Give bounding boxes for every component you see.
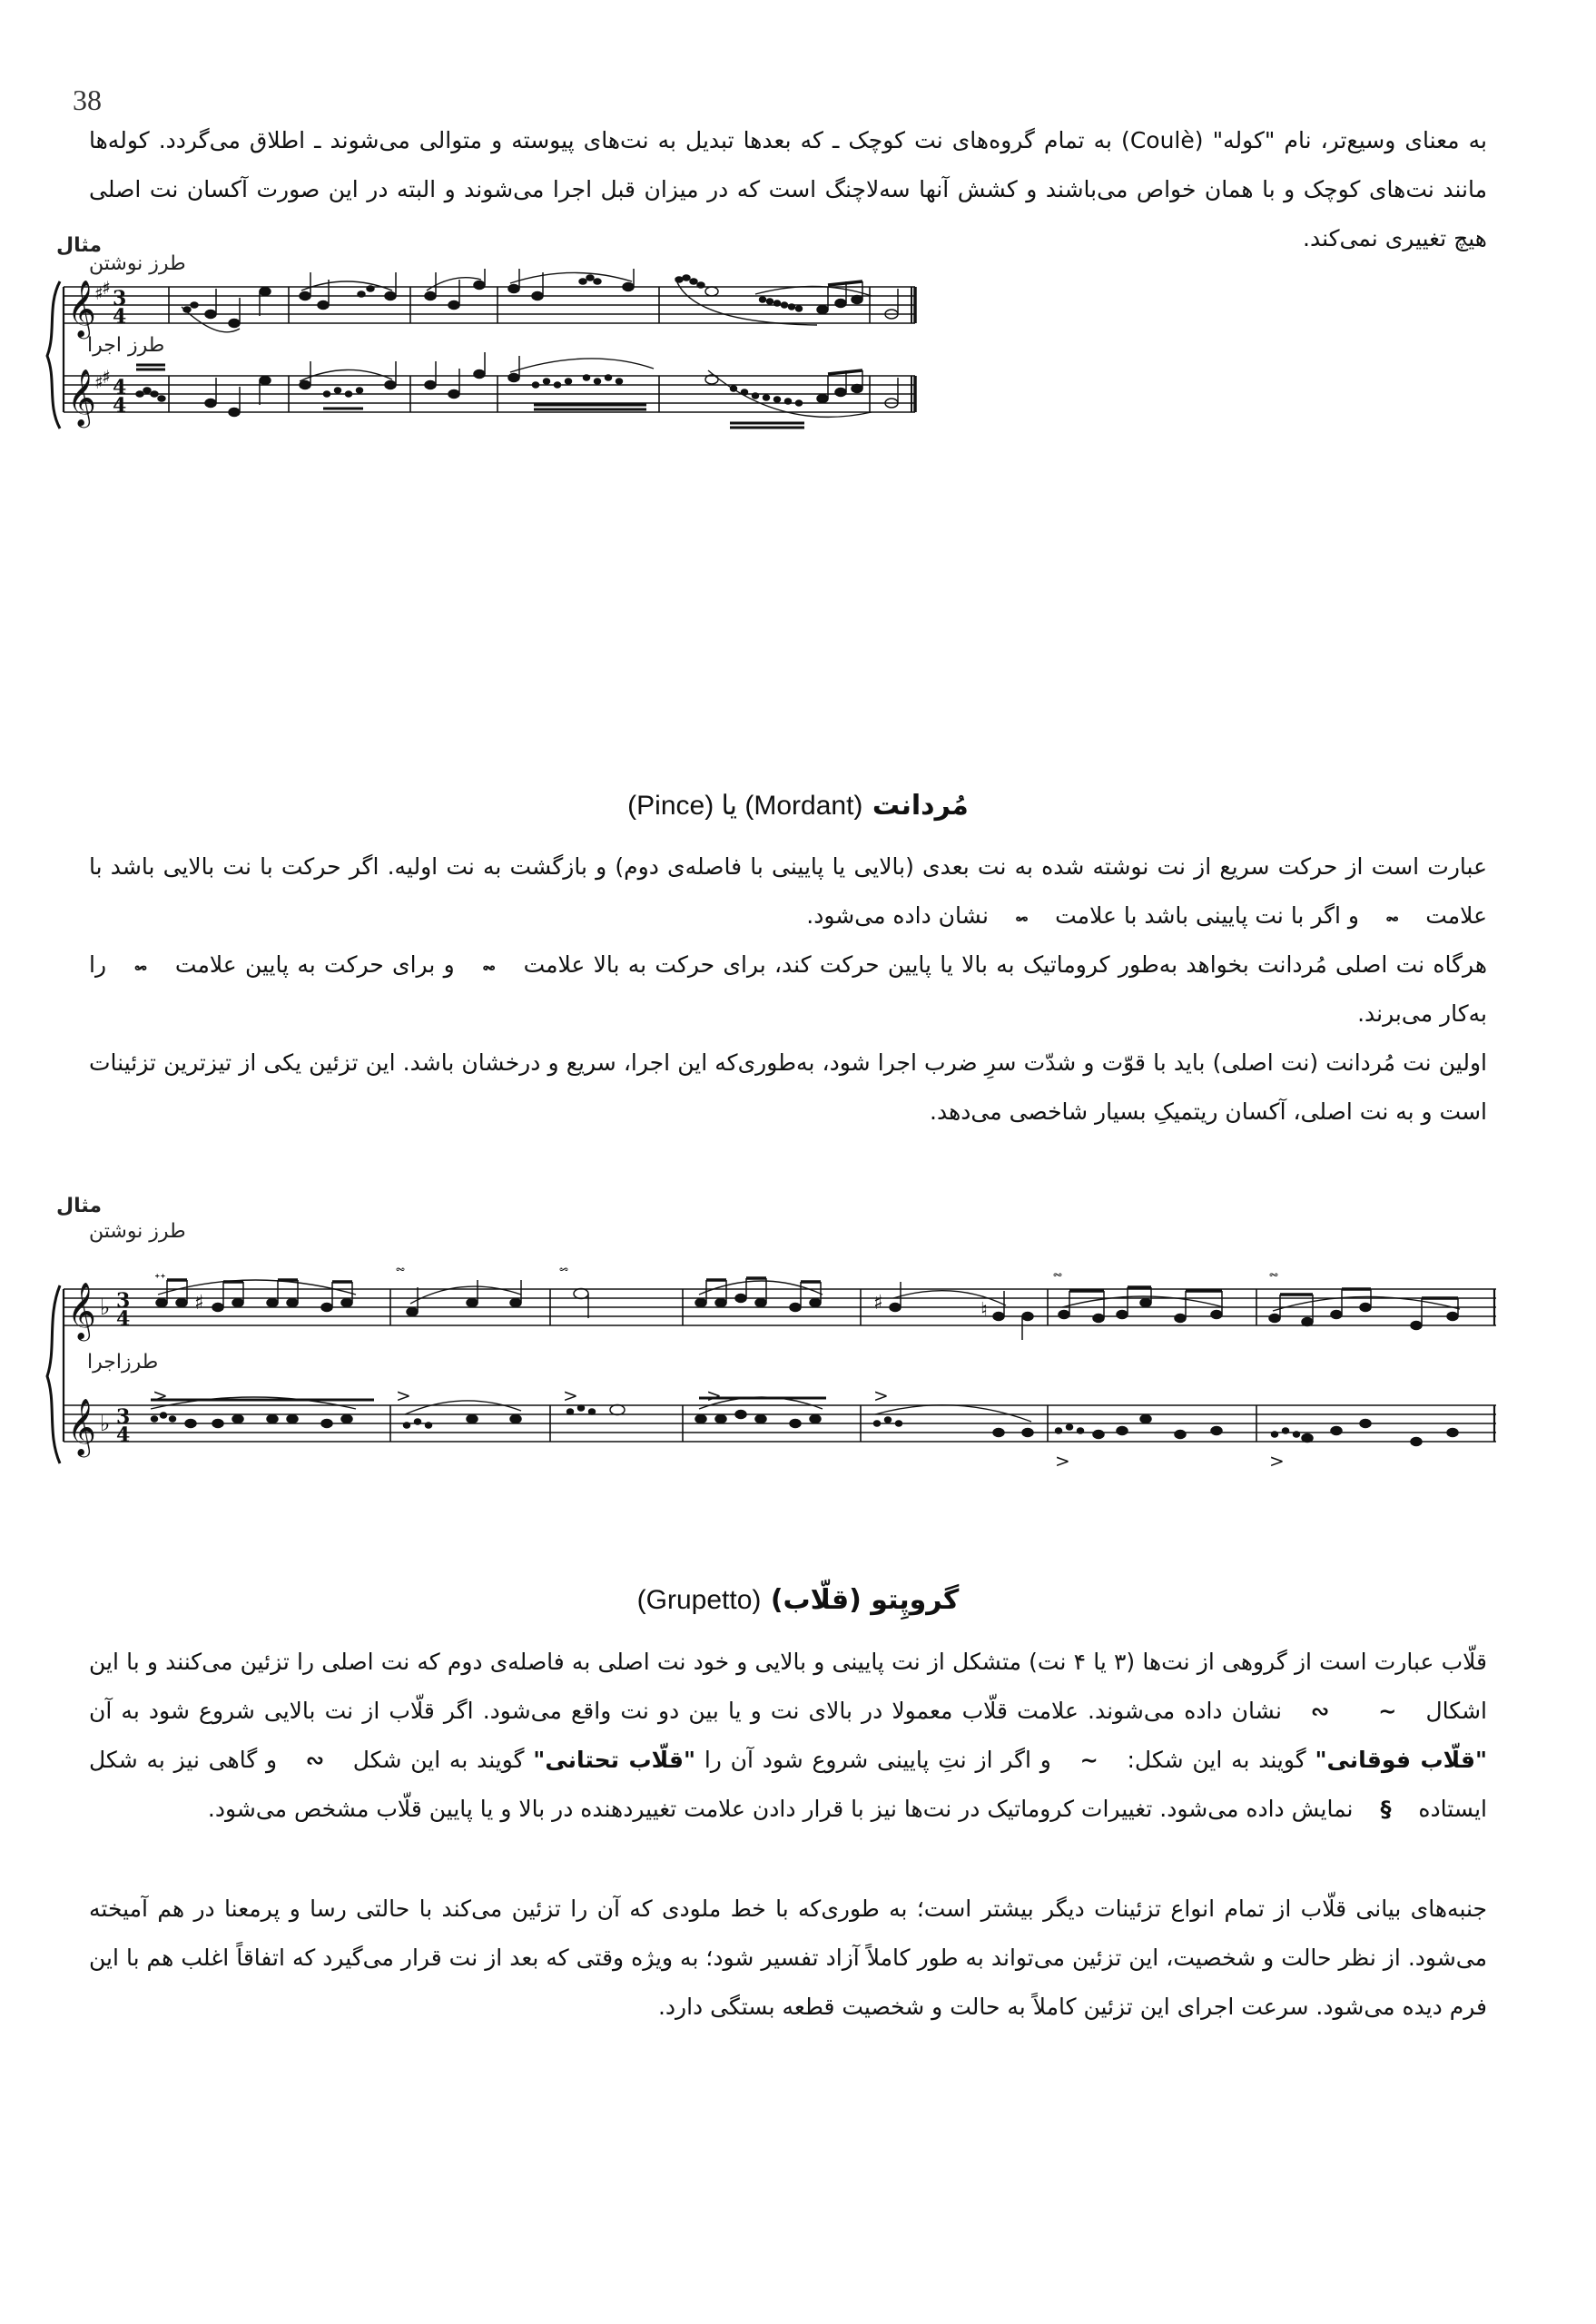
grupetto-paragraph-2: جنبه‌های بیانی قلّاب از تمام انواع تزئینات دیگر بیشتر است؛ به طوری‌که با خط ملودی که آن را تزئین می‌کند با حالتی رسا و پرمعنا در هم آمیخته می‌شود. از نظر حالت و شخصیت، این تزئین می‌تواند به طور کاملاً آزاد تفسیر شود؛ به ویژه وقتی که بعد از نت قرار می‌گیرد که اتفاقاً اغلب هم با این فرم دیده می‌شود. سرعت اجرای این تزئین کاملاً به حالت و شخصیت قطعه بستگی دارد. xyxy=(89,1896,1487,2020)
lower-mordent-icon: 𝆘 xyxy=(1015,903,1029,929)
intro-paragraph: به معنای وسیع‌تر، نام "کوله" (Coulè) به تمام گروه‌های نت کوچک ـ که بعدها تبدیل به نت‌های پیوسته و متوالی می‌شوند ـ اطلاق می‌گردد. کوله‌ها مانند نت‌های کوچک و با همان خواص می‌باشند و کشش آنها سه‌لاچنگ است که در میزان قبل اجرا می‌شوند و البته در این صورت آکسان نت اصلی هیچ تغییری نمی‌کند. xyxy=(89,127,1487,251)
svg-text:3: 3 xyxy=(116,1405,131,1429)
mordant-heading: مُردانت (Mordant) یا (Pince) xyxy=(627,790,969,822)
turn-icon: ∽ xyxy=(1378,1699,1397,1724)
svg-text:♯: ♯ xyxy=(102,366,111,388)
svg-text:𝆘: 𝆘 xyxy=(559,1258,568,1277)
mordant-paragraph-3: اولین نت مُردانت (نت اصلی) باید با قوّت و شدّت سرِ ضرب اجرا شود، به‌طوری‌که این اجرا، سریع و درخشان باشد. این تزئین یکی از تیزترین تزئینات است و به نت اصلی، آکسان ریتمیکِ بسیار شاخصی می‌دهد. xyxy=(89,1049,1487,1125)
svg-text:4: 4 xyxy=(116,1307,131,1331)
inverted-turn-icon: ∾ xyxy=(1311,1699,1330,1724)
svg-text:3: 3 xyxy=(116,1289,131,1313)
upper-mordent-icon: 𝆗 xyxy=(1385,903,1399,929)
svg-text:4: 4 xyxy=(113,305,127,329)
lower-turn-icon: ∾ xyxy=(305,1748,324,1773)
svg-text:♯: ♯ xyxy=(873,1292,883,1315)
svg-text:𝄞: 𝄞 xyxy=(67,280,96,337)
staff-2-lines xyxy=(64,376,915,412)
svg-text:♯: ♯ xyxy=(94,371,103,393)
example2-written-label: طرز نوشتن xyxy=(89,1220,186,1243)
example2-notes xyxy=(151,1278,1458,1446)
example1-performed-label: طرز اجرا xyxy=(87,334,165,357)
svg-text:𝄞: 𝄞 xyxy=(67,1282,96,1339)
example2-performed-label: طرزاجرا xyxy=(87,1351,159,1374)
grupetto-heading: گروپِتو (قلّاب) (Grupetto) xyxy=(636,1584,960,1616)
svg-text:>: > xyxy=(563,1384,578,1406)
svg-text:>: > xyxy=(396,1384,411,1406)
example1-written-label: طرز نوشتن xyxy=(89,252,186,275)
svg-text:𝆗: 𝆗 xyxy=(396,1258,405,1277)
svg-text:♯: ♯ xyxy=(194,1292,204,1315)
mordant-paragraph-2: هرگاه نت اصلی مُردانت بخواهد به‌طور کروماتیک به بالا یا پایین حرکت کند، برای حرکت به بالا علامت 𝆗 و برای حرکت به پایین علامت 𝆘 را به‌کار می‌برند. xyxy=(89,940,1487,1039)
svg-text:♮: ♮ xyxy=(980,1299,988,1322)
svg-text:ᐩᐩ: ᐩᐩ xyxy=(154,1270,166,1287)
chromatic-up-mordent-icon: 𝆗 xyxy=(482,952,496,978)
example2-label: مثال xyxy=(56,1195,102,1217)
svg-text:♭: ♭ xyxy=(100,1295,111,1320)
svg-text:>: > xyxy=(706,1384,722,1406)
svg-text:4: 4 xyxy=(113,394,127,418)
svg-text:4: 4 xyxy=(116,1423,131,1447)
svg-text:𝆗: 𝆗 xyxy=(1053,1264,1062,1283)
svg-text:>: > xyxy=(1269,1450,1285,1471)
grupetto-paragraph-1: قلّاب عبارت است از گروهی از نت‌ها (۳ یا ۴ نت) متشکل از نت پایینی و بالایی و خود نت اصلی به فاصله‌ی دوم که نت اصلی را تزئین می‌کنند و با این اشکال ∽ ∾ نشان داده می‌شوند. علامت قلّاب معمولا در بالای نت و یا بین دو نت واقع می‌شود. اگر قلّاب از نت بالایی شروع شود به آن "قلّاب فوقانی" گویند به این شکل: ∽ و اگر از نتِ پایینی شروع شود آن را "قلّاب تحتانی" گویند به این شکل ∾ و گاهی نیز به شکل ایستاده § نمایش داده می‌شود. تغییرات کروماتیک در نت‌ها نیز با قرار دادن علامت تغییردهنده در بالا و یا پایین قلّاب مشخص می‌شود. xyxy=(89,1638,1487,1834)
mordant-paragraph-1: عبارت است از حرکت سریع از نت نوشته شده به نت بعدی (بالایی یا پایینی با فاصله‌ی دوم) و بازگشت به نت اولیه. اگر حرکت با نت بالایی باشد با علامت 𝆗 و اگر با نت پایینی باشد با علامت 𝆘 نشان داده می‌شود. xyxy=(89,842,1487,940)
example1-score xyxy=(0,269,1596,441)
example1-label: مثال xyxy=(56,234,102,257)
vertical-turn-icon: § xyxy=(1380,1797,1392,1822)
chromatic-down-mordent-icon: 𝆘 xyxy=(134,952,147,978)
upper-turn-icon: ∽ xyxy=(1079,1748,1098,1773)
svg-text:𝄞: 𝄞 xyxy=(67,1398,96,1455)
svg-text:♭: ♭ xyxy=(100,1411,111,1436)
svg-text:𝄞: 𝄞 xyxy=(67,369,96,426)
page-number: 38 xyxy=(73,84,102,116)
svg-text:♯: ♯ xyxy=(102,277,111,299)
svg-text:>: > xyxy=(873,1384,889,1406)
example2-score xyxy=(0,1253,1596,1471)
svg-text:𝆗: 𝆗 xyxy=(1269,1264,1278,1283)
svg-text:♯: ♯ xyxy=(94,282,103,304)
staff-2-lines xyxy=(64,1405,1496,1442)
svg-text:>: > xyxy=(1055,1450,1070,1471)
svg-text:3: 3 xyxy=(113,287,127,310)
svg-text:>: > xyxy=(153,1384,168,1406)
svg-text:4: 4 xyxy=(113,376,127,399)
